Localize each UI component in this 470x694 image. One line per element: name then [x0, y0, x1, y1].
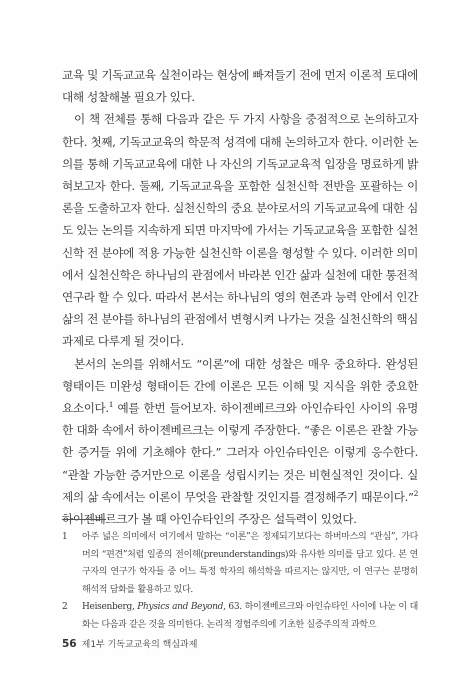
running-footer: [62, 637, 197, 650]
paragraph-1: 교육 및 기독교교육 실천이라는 현상에 빠져들기 전에 먼저 이론적 토대에 대해 성찰해볼 필요가 있다.: [62, 68, 418, 105]
footnote-number: 1: [62, 532, 68, 542]
footnote-number: 2: [62, 602, 68, 613]
page-number: 56: [62, 638, 77, 650]
footnote-ref-1[interactable]: 1: [108, 400, 114, 410]
paragraph-3-text-1: 본서의 논의를 위해서도 “이론”에 대한 성찰은 매우 중요하다. 완성된 형태이든 미완성 형태이든 간에 이론은 모든 이해 및 지식을 위한 중요한 요소이다.: [62, 356, 418, 416]
footnote-2: [62, 599, 418, 634]
footnote-citation-author: Heisenberg,: [82, 602, 138, 613]
footnote-divider: [62, 519, 106, 520]
footnote-ref-2[interactable]: 2: [413, 488, 418, 498]
footnote-citation-rest: , 63. 하이젠베르크와 아인슈타인 사이에 나눈 이 대화는 다음과 같은 것을 의미한다. 논리적 경험주의에 기초한 실증주의적 과학으: [82, 602, 418, 630]
running-title: 제1부 기독교교육의 핵심과제: [81, 640, 198, 650]
footnote-text: [82, 599, 418, 634]
footnote-book-title: Physics and Beyond: [137, 602, 224, 613]
paragraph-3: [62, 353, 418, 531]
footnote-1: [62, 529, 418, 599]
body-text: [62, 64, 418, 530]
paragraph-3-text-2: 예를 한번 들어보자. 하이젠베르크와 아인슈타인 사이의 유명한 대화 속에서 하이젠베르크는 이렇게 주장한다. “좋은 이론은 관찰 가능한 증거들 위에 기초해야 한다.” 그러자 아인슈타인은 이렇게 응수한다. “관찰 가능한 증거만으로 이론을 성립시키는 것은 비현실적인 것이다. 실제의 삶 속에서는 이론이 무엇을 관찰할 것인지를 결정해주기 때문이다.”: [62, 401, 418, 504]
paragraph-2: 이 책 전체를 통해 다음과 같은 두 가지 사항을 중점적으로 논의하고자 한다. 첫째, 기독교교육의 학문적 성격에 대해 논의하고자 한다. 이러한 논의를 통해 기독교교육에 대한 나 자신의 기독교교육적 입장을 명료하게 밝혀보고자 한다. 둘째, 기독교교육을 포함한 실천신학 전반을 포괄하는 이론을 도출하고자 한다. 실천신학의 중요 분야로서의 기독교교육에 대한 심도 있는 논의를 지속하게 되면 마지막에 가서는 기독교교육을 포함한 실천신학 전 분야에 적용 가능한 실천신학 이론을 형성할 수 있다. 이러한 의미에서 실천신학은 하나님의 관점에서 바라본 인간 삶과 실천에 대한 통전적 연구라 할 수 있다. 따라서 본서는 하나님의 영의 현존과 능력 안에서 인간 삶의 전 분야를 하나님의 관점에서 변형시켜 나가는 것을 실천신학의 핵심과제로 다루게 될 것이다.: [62, 112, 418, 349]
footnotes: [62, 529, 418, 635]
footnote-text: 아주 넓은 의미에서 여기에서 말하는 “이론”은 정제되기보다는 하버마스의 “관심”, 가다머의 “편견”처럼 일종의 전이해(preunderstandings)와 유사한 의미를 담고 있다. 본 연구자의 연구가 학자들 중 어느 특정 학자의 해석학을 따르지는 않지만, 이 연구는 분명히 해석적 담화를 활용하고 있다.: [82, 532, 418, 595]
paragraph-3-text-3: 하이젠베르크가 볼 때 아인슈타인의 주장은 설득력이 있었다.: [62, 512, 357, 527]
